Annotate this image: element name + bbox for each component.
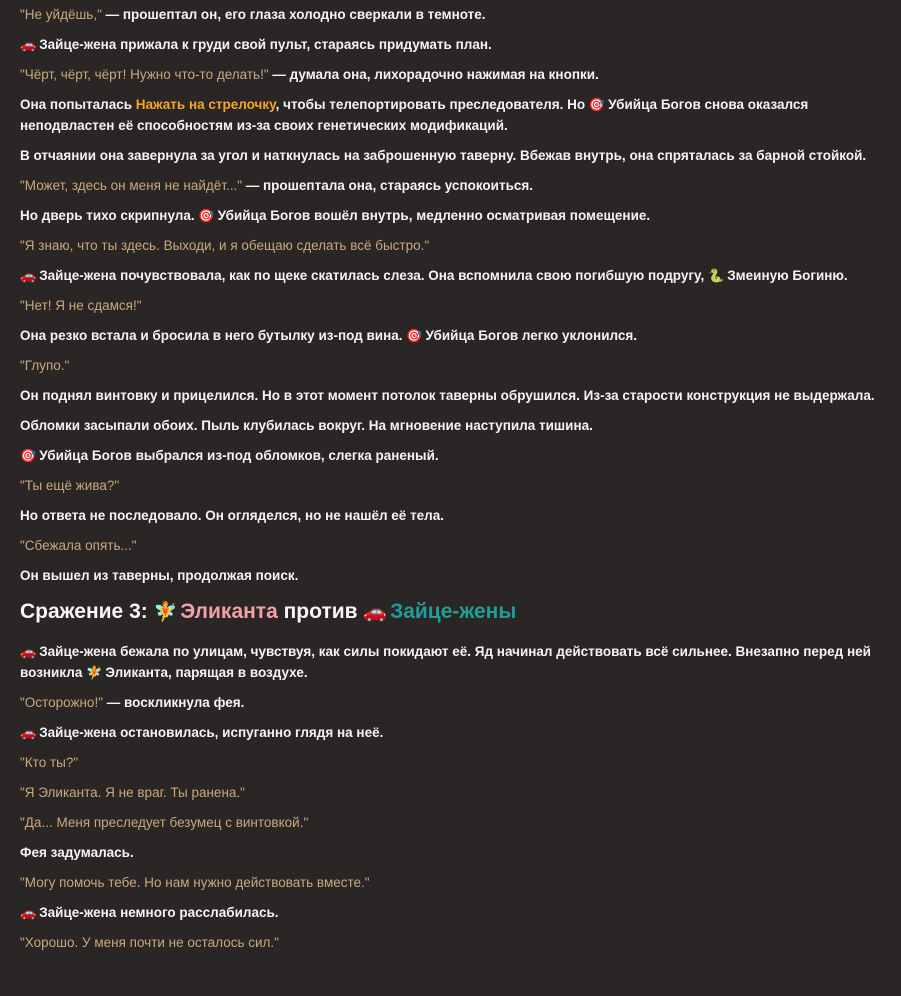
character-name-zaytse: Зайце-жены (390, 600, 517, 623)
dialogue-quote: "Может, здесь он меня не найдёт..." (20, 178, 242, 193)
narration-text: Зайце-жена почувствовала, как по щеке скатилась слеза. Она вспомнила свою погибшую подругу, (39, 268, 705, 283)
target-icon: 🎯 (20, 448, 37, 463)
paragraph (20, 722, 882, 743)
narration-text: Но дверь тихо скрипнула. (20, 208, 195, 223)
story-text (20, 4, 882, 962)
dialogue-quote: "Я знаю, что ты здесь. Выходи, и я обещаю сделать всё быстро." (20, 238, 430, 253)
narration-text: Зайце-жена немного расслабилась. (39, 905, 279, 920)
paragraph (20, 175, 882, 196)
paragraph (20, 265, 882, 286)
dialogue-quote: "Нет! Я не сдамся!" (20, 298, 142, 313)
paragraph (20, 34, 882, 55)
paragraph (20, 385, 882, 406)
paragraph (20, 872, 882, 893)
dialogue-quote: "Осторожно!" (20, 695, 103, 710)
paragraph (20, 145, 882, 166)
paragraph (20, 535, 882, 556)
narration-text: — думала она, лихорадочно нажимая на кнопки. (272, 67, 599, 82)
car-icon: 🚗 (363, 602, 388, 623)
narration-text: Она попыталась (20, 97, 133, 112)
narration-text: — прошептал он, его глаза холодно сверкали в темноте. (105, 7, 486, 22)
paragraph (20, 205, 882, 226)
target-icon: 🎯 (588, 97, 606, 112)
paragraph (20, 415, 882, 436)
paragraph (20, 445, 882, 466)
narration-text: Он вышел из таверны, продолжая поиск. (20, 568, 299, 583)
car-icon: 🚗 (20, 905, 37, 920)
paragraph (20, 752, 882, 773)
dialogue-quote: "Не уйдёшь," (20, 7, 102, 22)
narration-text: В отчаянии она завернула за угол и наткнулась на заброшенную таверну. Вбежав внутрь, она спряталась за барной стойкой. (20, 148, 867, 163)
car-icon: 🚗 (20, 268, 37, 283)
narration-text: Он поднял винтовку и прицелился. Но в этот момент потолок таверны обрушился. Из-за старости конструкция не выдержала. (20, 388, 875, 403)
narration-text: Эликанта, парящая в воздухе. (105, 665, 308, 680)
narration-text: Змеиную Богиню. (727, 268, 848, 283)
paragraph (20, 812, 882, 833)
target-icon: 🎯 (406, 328, 423, 343)
action-link-press-arrow[interactable]: Нажать на стрелочку (135, 97, 276, 112)
snake-icon: 🐍 (708, 268, 725, 283)
dialogue-quote: "Чёрт, чёрт, чёрт! Нужно что-то делать!" (20, 67, 269, 82)
paragraph (20, 325, 882, 346)
paragraph (20, 782, 882, 803)
heading-versus: против (283, 600, 358, 623)
paragraph (20, 692, 882, 713)
narration-text: Убийца Богов легко уклонился. (425, 328, 638, 343)
paragraph (20, 4, 882, 25)
dialogue-quote: "Да... Меня преследует безумец с винтовкой." (20, 815, 309, 830)
paragraph (20, 355, 882, 376)
dialogue-quote: "Глупо." (20, 358, 70, 373)
narration-text: Зайце-жена бежала по улицам, чувствуя, как силы покидают её. Яд начинал действовать всё сильнее. Внезапно перед ней возникла (20, 644, 871, 680)
narration-text: Убийца Богов вошёл внутрь, медленно осматривая помещение. (217, 208, 651, 223)
heading-prefix: Сражение 3: (20, 600, 148, 623)
dialogue-quote: "Ты ещё жива?" (20, 478, 120, 493)
paragraph (20, 94, 882, 136)
paragraph (20, 295, 882, 316)
dialogue-quote: "Сбежала опять..." (20, 538, 137, 553)
paragraph (20, 565, 882, 586)
narration-text: — воскликнула фея. (106, 695, 245, 710)
target-icon: 🎯 (198, 208, 215, 223)
narration-text: Фея задумалась. (20, 845, 134, 860)
fairy-icon: 🧚 (86, 665, 103, 680)
paragraph (20, 842, 882, 863)
paragraph (20, 641, 882, 683)
car-icon: 🚗 (20, 644, 37, 659)
dialogue-quote: "Я Эликанта. Я не враг. Ты ранена." (20, 785, 245, 800)
car-icon: 🚗 (20, 37, 37, 52)
narration-text: , чтобы телепортировать преследователя. Но (275, 97, 586, 112)
fairy-icon: 🧚 (153, 602, 178, 623)
paragraph (20, 902, 882, 923)
dialogue-quote: "Кто ты?" (20, 755, 79, 770)
character-name-eliqanta: Эликанта (180, 600, 278, 623)
narration-text: Но ответа не последовало. Он огляделся, но не нашёл её тела. (20, 508, 445, 523)
narration-text: Убийца Богов выбрался из-под обломков, слегка раненый. (39, 448, 439, 463)
paragraph (20, 475, 882, 496)
narration-text: Зайце-жена остановилась, испуганно глядя на неё. (39, 725, 384, 740)
battle-heading (20, 598, 882, 627)
narration-text: Обломки засыпали обоих. Пыль клубилась вокруг. На мгновение наступила тишина. (20, 418, 593, 433)
paragraph (20, 505, 882, 526)
narration-text: — прошептала она, стараясь успокоиться. (245, 178, 534, 193)
car-icon: 🚗 (20, 725, 37, 740)
narration-text: Убийца Богов снова оказался неподвластен её способностям из-за своих генетических модификаций. (20, 97, 809, 133)
paragraph (20, 64, 882, 85)
narration-text: Зайце-жена прижала к груди свой пульт, стараясь придумать план. (39, 37, 492, 52)
dialogue-quote: "Могу помочь тебе. Но нам нужно действовать вместе." (20, 875, 370, 890)
paragraph (20, 235, 882, 256)
narration-text: Она резко встала и бросила в него бутылку из-под вина. (20, 328, 403, 343)
paragraph (20, 932, 882, 953)
dialogue-quote: "Хорошо. У меня почти не осталось сил." (20, 935, 279, 950)
